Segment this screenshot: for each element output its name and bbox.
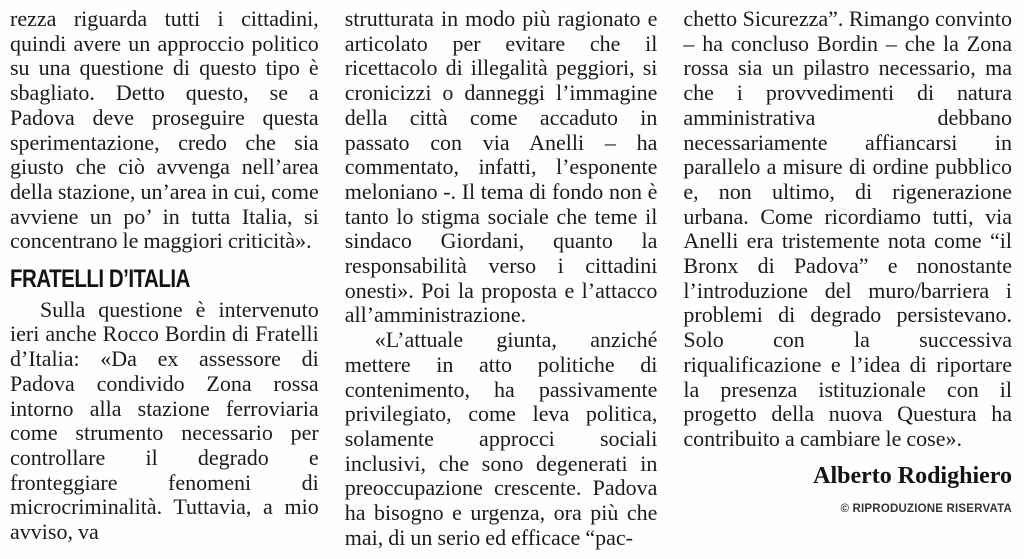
paragraph-continued: chetto Sicurezza”. Rimango convinto – ha concluso Bordin – che la Zona rossa sia un pilastro necessario, ma che i provvedimenti di natura amministrativa debbano necessariamente affiancarsi in parallelo a misure di ordine pubblico e, non ultimo, di rigenerazione urbana. Come ricordiamo tutti, via Anelli era tristemente nota come “il Bronx di Padova” e nonostante l’introduzione del muro/barriera i problemi di degrado persistevano. Solo con la successiva riqualificazione e l’idea di riportare la presenza istituzionale con il progetto della nuova Questura ha contribuito a cambiare le cose».: [683, 7, 1012, 451]
copyright-notice: © RIPRODUZIONE RISERVATA: [840, 503, 1012, 516]
paragraph: «L’attuale giunta, anziché mettere in atto politiche di contenimento, ha passivamente privilegiato, come leva politica, solamente approcci sociali inclusivi, che sono degenerati in preoccupazione crescente. Padova ha bisogno e urgenza, ora più che mai, di un serio ed efficace “pac-: [344, 327, 658, 550]
paragraph: Sulla questione è intervenuto ieri anche Rocco Bordin di Fratelli d’Italia: «Da ex assessore di Padova condivido Zona rossa intorno alla stazione ferroviaria come strumento necessario per controllare il degrado e fronteggiare fenomeni di microcriminalità. Tuttavia, a mio avviso, va: [10, 296, 319, 545]
author-byline: Alberto Rodighiero: [813, 462, 1012, 489]
article-column-3: [683, 7, 1012, 559]
article-column-1: [10, 7, 319, 559]
article-column-2: [345, 7, 658, 559]
paragraph-continued: rezza riguarda tutti i cittadini, quindi avere un approccio politico su una questione di questo tipo è sbagliato. Detto questo, se a Padova deve proseguire questa sperimentazione, credo che sia giusto che ciò avvenga nell’area della stazione, un’area in cui, come avviene un po’ in tutta Italia, si concentrano le maggiori criticità».: [10, 7, 319, 254]
section-heading-fratelli-ditalia: FRATELLI D’ITALIA: [10, 265, 190, 294]
paragraph-continued: strutturata in modo più ragionato e articolato per evitare che il ricettacolo di illegalità peggiori, si cronicizzi o danneggi l’immagine della città come accaduto in passato con via Anelli – ha commentato, infatti, l’esponente meloniano -. Il tema di fondo non è tanto lo stigma sociale che teme il sindaco Giordani, quanto la responsabilità verso i cittadini onesti». Poi la proposta e l’attacco all’amministrazione.: [344, 7, 658, 328]
